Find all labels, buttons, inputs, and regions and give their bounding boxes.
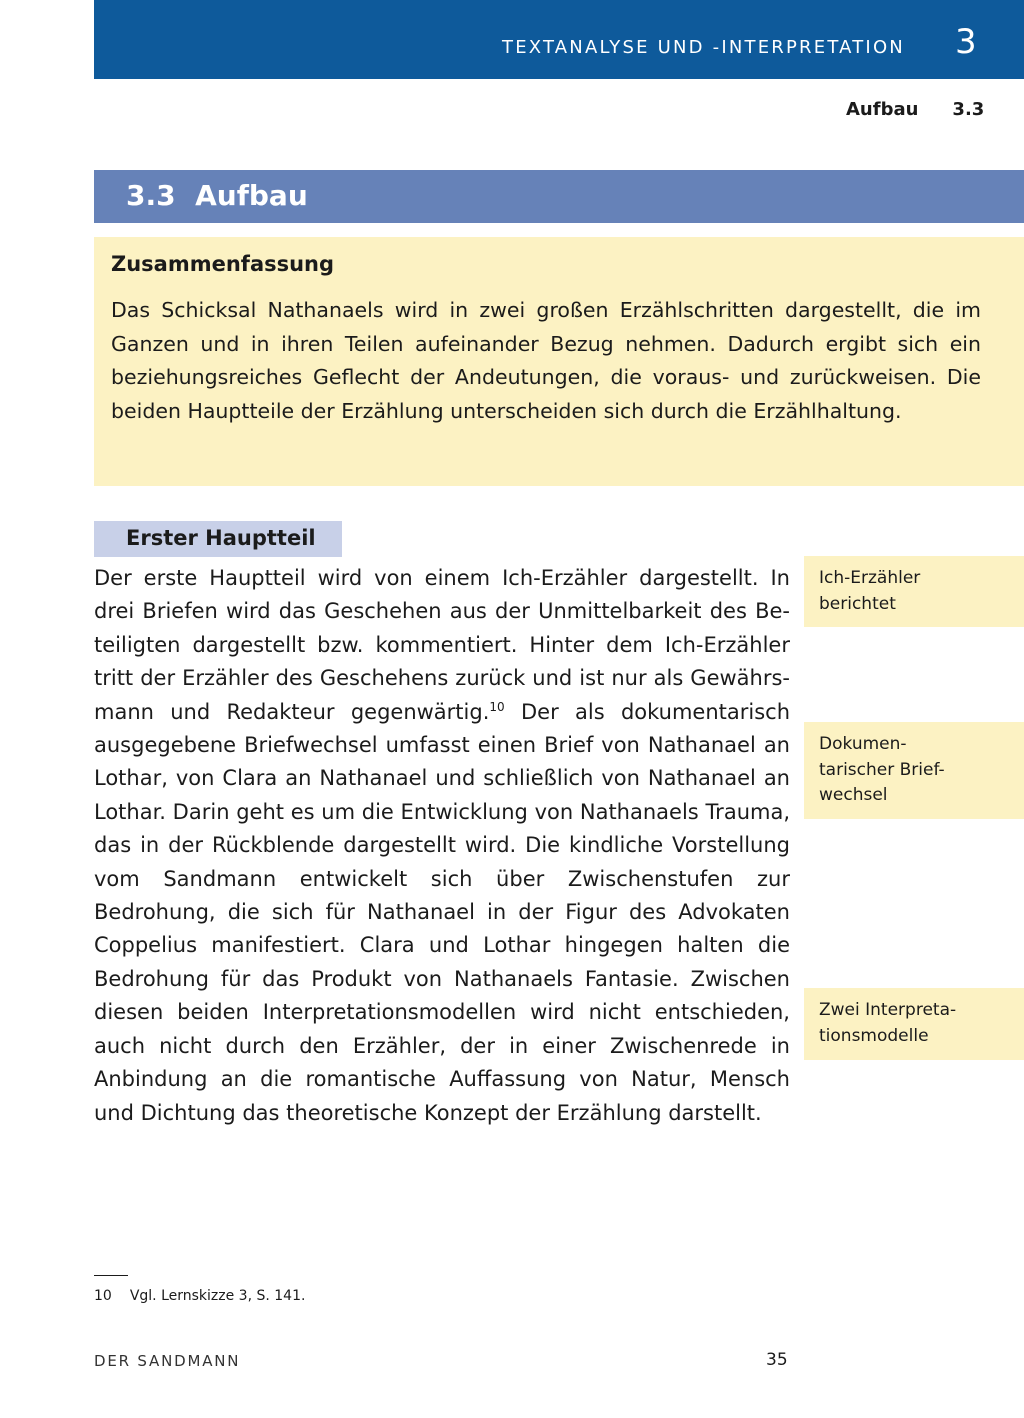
page-number: 35 <box>766 1350 788 1370</box>
running-head-label: Aufbau <box>846 99 919 120</box>
footnote <box>94 1288 305 1304</box>
footer-book-title: DER SANDMANN <box>94 1352 241 1370</box>
summary-heading: Zusammenfassung <box>111 252 335 276</box>
footnote-divider <box>94 1275 128 1276</box>
summary-text: Das Schicksal Nathanaels wird in zwei großen Erzählschritten dargestellt, die im Ganzen und in ihren Teilen aufeinander Bezug nehmen. Dadurch ergibt sich ein beziehungsreiches Geflecht der Andeutungen, die voraus- und zurückweisen. Die beiden Hauptteile der Erzählung unterscheiden sich durch die Erzählhaltung. <box>111 298 981 423</box>
margin-note-ich-erzaehler: Ich-Erzähler berichtet <box>804 556 1024 627</box>
margin-note-interpretationsmodelle: Zwei Interpreta- tionsmodelle <box>804 988 1024 1060</box>
margin-note-dokumentarischer-briefwechsel: Dokumen- tarischer Brief- wechsel <box>804 722 1024 819</box>
running-head-number: 3.3 <box>952 99 985 120</box>
body-text-part-2: Der als dokumentarisch ausgegebene Briefwechsel umfasst einen Brief von Nathanael an Lothar, von Clara an Nathanael und schließlich von Nathanael an Lothar. Darin geht es um die Entwicklung von Nathanaels Trauma, das in der Rückblende dargestellt wird. Die kindliche Vorstellung vom Sandmann entwickelt sich über Zwischenstufen zur Bedrohung, die sich für Nathanael in der Figur des Advokaten Coppelius manifestiert. Clara und Lothar hingegen halten die Bedrohung für das Produkt von Nathanaels Fantasie. Zwischen diesen beiden Interpretationsmodellen wird nicht entschieden, auch nicht durch den Erzähler, der in einer Zwischenrede in Anbindung an die romantische Auffassung von Natur, Mensch und Dichtung das theoretische Konzept der Erzählung darstellt. <box>94 699 790 1125</box>
running-head <box>846 99 984 120</box>
section-heading-band <box>94 170 1024 223</box>
footnote-reference[interactable]: 10 <box>489 699 505 714</box>
chapter-title: TEXTANALYSE UND -INTERPRETATION <box>502 37 905 58</box>
section-title: 3.3 Aufbau <box>126 179 308 212</box>
footnote-text: Vgl. Lernskizze 3, S. 141. <box>129 1288 306 1304</box>
chapter-header-band <box>94 0 1024 79</box>
body-text-part-1: Der erste Hauptteil wird von einem Ich-Erzähler dargestellt. In drei Briefen wird das Geschehen aus der Unmittelbarkeit des Beteiligten dargestellt bzw. kommentiert. Hinter dem Ich-Erzähler tritt der Erzähler des Geschehens zurück und ist nur als Gewährsmann und Redakteur gegenwärtig. <box>94 566 790 724</box>
subheading-erster-hauptteil: Erster Hauptteil <box>126 526 316 550</box>
summary-box <box>94 237 1024 486</box>
body-paragraph <box>94 562 790 1130</box>
chapter-number: 3 <box>955 22 977 62</box>
subheading-box <box>94 521 342 557</box>
footnote-number: 10 <box>94 1288 112 1304</box>
